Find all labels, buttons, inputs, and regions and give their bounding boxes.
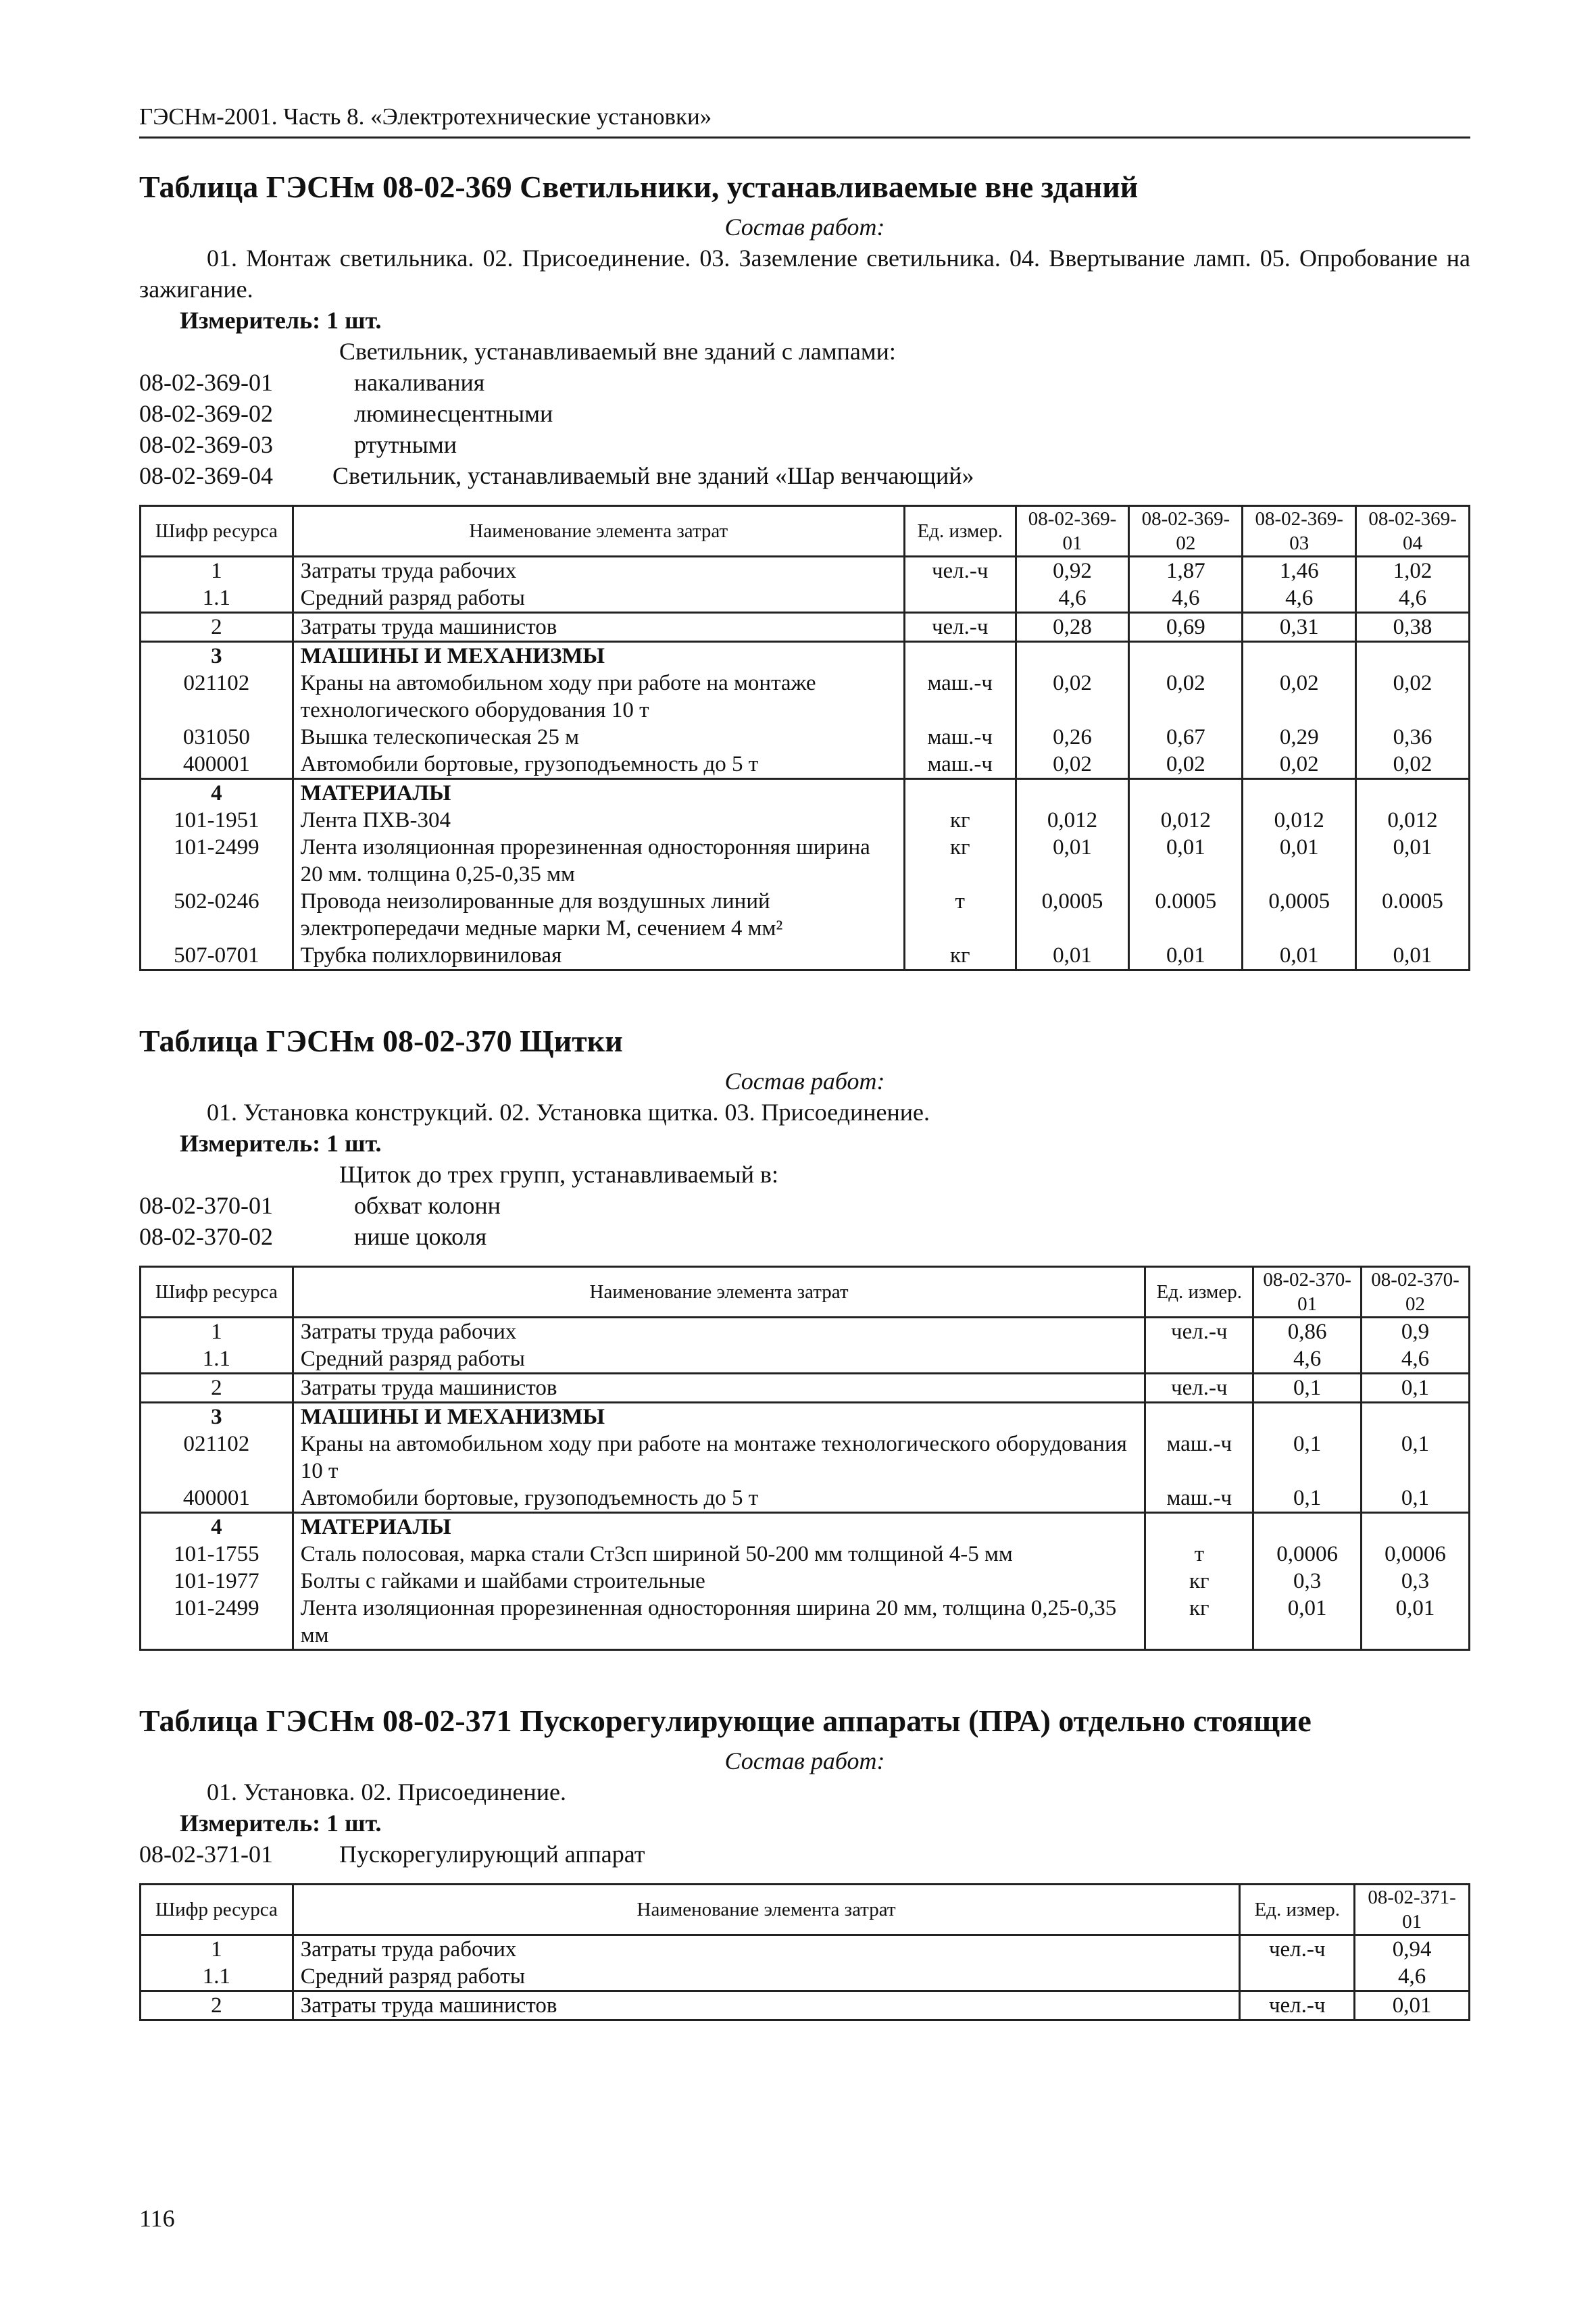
cell-value: 1,46 bbox=[1243, 557, 1356, 585]
cell-value bbox=[1016, 779, 1129, 807]
cell-unit: чел.-ч bbox=[904, 613, 1016, 642]
cell-unit: кг bbox=[1145, 1595, 1253, 1650]
cell-shifr: 101-2499 bbox=[141, 1595, 293, 1650]
cell-name: Средний разряд работы bbox=[293, 584, 904, 613]
table-row bbox=[141, 1935, 1470, 1964]
table-371-title: Таблица ГЭСНм 08-02-371 Пускорегулирующие аппараты (ПРА) отдельно стоящие bbox=[139, 1703, 1312, 1738]
cell-section: МАТЕРИАЛЫ bbox=[293, 1513, 1145, 1541]
cell-unit: кг bbox=[904, 942, 1016, 970]
cell-unit: кг bbox=[904, 834, 1016, 888]
table-row bbox=[141, 1485, 1470, 1513]
cell-name: Затраты труда машинистов bbox=[293, 1374, 1145, 1403]
header-col: 08-02-369-04 bbox=[1356, 506, 1470, 557]
cell-value: 0,02 bbox=[1016, 751, 1129, 779]
table-row bbox=[141, 888, 1470, 942]
cell-shifr: 3 bbox=[141, 1403, 293, 1431]
cell-unit bbox=[1240, 1963, 1355, 1991]
header-col: 08-02-371-01 bbox=[1355, 1885, 1470, 1935]
cell-shifr: 101-2499 bbox=[141, 834, 293, 888]
cell-value: 0,1 bbox=[1362, 1430, 1470, 1485]
table-row bbox=[141, 670, 1470, 724]
cell-value: 0,69 bbox=[1129, 613, 1243, 642]
header-col: 08-02-370-02 bbox=[1362, 1267, 1470, 1318]
header-unit: Ед. измер. bbox=[1145, 1267, 1253, 1318]
table-row bbox=[141, 724, 1470, 751]
code: 08-02-371-01 bbox=[139, 1841, 273, 1868]
table-371 bbox=[139, 1883, 1470, 2021]
section-371 bbox=[139, 1702, 1470, 2021]
cell-unit: чел.-ч bbox=[1145, 1318, 1253, 1346]
table-row bbox=[141, 751, 1470, 779]
cell-value: 0,02 bbox=[1356, 751, 1470, 779]
cell-value: 0,9 bbox=[1362, 1318, 1470, 1346]
cell-shifr: 1 bbox=[141, 557, 293, 585]
table-row bbox=[141, 779, 1470, 807]
table-row bbox=[141, 557, 1470, 585]
table-row bbox=[141, 1595, 1470, 1650]
cell-unit bbox=[904, 642, 1016, 670]
cell-shifr: 101-1977 bbox=[141, 1568, 293, 1595]
table-row bbox=[141, 1374, 1470, 1403]
table-369 bbox=[139, 505, 1470, 971]
cell-value: 0.0005 bbox=[1356, 888, 1470, 942]
cell-unit: чел.-ч bbox=[904, 557, 1016, 585]
header-name: Наименование элемента затрат bbox=[293, 1885, 1240, 1935]
cell-shifr: 021102 bbox=[141, 670, 293, 724]
cell-unit: кг bbox=[1145, 1568, 1253, 1595]
cell-value: 0,02 bbox=[1129, 751, 1243, 779]
cell-unit: маш.-ч bbox=[904, 751, 1016, 779]
cell-name: Лента изоляционная прорезиненная односторонняя ширина 20 мм, толщина 0,25-0,35 мм bbox=[293, 1595, 1145, 1650]
code: 08-02-369-03 bbox=[139, 431, 273, 458]
cell-value: 0,02 bbox=[1129, 670, 1243, 724]
cell-unit: чел.-ч bbox=[1240, 1991, 1355, 2020]
cell-name: Провода неизолированные для воздушных линий электропередачи медные марки М, сечением 4 мм² bbox=[293, 888, 904, 942]
cell-value: 0,01 bbox=[1356, 834, 1470, 888]
cell-name: Сталь полосовая, марка стали Ст3сп шириной 50-200 мм толщиной 4-5 мм bbox=[293, 1541, 1145, 1568]
cell-shifr: 101-1951 bbox=[141, 807, 293, 834]
cell-value bbox=[1356, 779, 1470, 807]
table-370-title: Таблица ГЭСНм 08-02-370 Щитки bbox=[139, 1024, 623, 1058]
cell-unit: маш.-ч bbox=[1145, 1485, 1253, 1513]
cell-value: 0,3 bbox=[1253, 1568, 1362, 1595]
cell-unit bbox=[1145, 1513, 1253, 1541]
cell-value: 0,1 bbox=[1253, 1485, 1362, 1513]
cell-name: Краны на автомобильном ходу при работе на монтаже технологического оборудования 10 т bbox=[293, 1430, 1145, 1485]
section-370 bbox=[139, 1022, 1470, 1651]
code: 08-02-369-01 bbox=[139, 369, 273, 396]
code: 08-02-370-01 bbox=[139, 1192, 273, 1219]
cell-value: 0,01 bbox=[1362, 1595, 1470, 1650]
code-text: нише цоколя bbox=[354, 1223, 487, 1250]
cell-value: 4,6 bbox=[1362, 1345, 1470, 1374]
cell-name: Краны на автомобильном ходу при работе на монтаже технологического оборудования 10 т bbox=[293, 670, 904, 724]
table-row bbox=[141, 613, 1470, 642]
cell-value: 0,26 bbox=[1016, 724, 1129, 751]
cell-name: Лента изоляционная прорезиненная односторонняя ширина 20 мм. толщина 0,25-0,35 мм bbox=[293, 834, 904, 888]
cell-name: Затраты труда рабочих bbox=[293, 1935, 1240, 1964]
section-369 bbox=[139, 168, 1470, 971]
works-370: 01. Установка конструкций. 02. Установка щитка. 03. Присоединение. bbox=[207, 1099, 930, 1126]
code: 08-02-370-02 bbox=[139, 1223, 273, 1250]
cell-name: Затраты труда машинистов bbox=[293, 1991, 1240, 2020]
code-text: обхват колонн bbox=[354, 1192, 501, 1219]
codes-369 bbox=[139, 336, 1470, 491]
cell-shifr: 4 bbox=[141, 1513, 293, 1541]
table-row bbox=[141, 584, 1470, 613]
code-text: Пускорегулирующий аппарат bbox=[339, 1841, 645, 1868]
codes-head-370: Щиток до трех групп, устанавливаемый в: bbox=[339, 1161, 778, 1188]
cell-value: 0,01 bbox=[1243, 834, 1356, 888]
cell-unit bbox=[904, 779, 1016, 807]
cell-value: 0,01 bbox=[1129, 834, 1243, 888]
cell-shifr: 1.1 bbox=[141, 1345, 293, 1374]
cell-name: Автомобили бортовые, грузоподъемность до 5 т bbox=[293, 751, 904, 779]
cell-value: 0,0005 bbox=[1243, 888, 1356, 942]
cell-value: 0,1 bbox=[1253, 1374, 1362, 1403]
cell-value: 0,01 bbox=[1016, 942, 1129, 970]
cell-value: 0,012 bbox=[1129, 807, 1243, 834]
table-row bbox=[141, 1318, 1470, 1346]
cell-value: 0,02 bbox=[1243, 670, 1356, 724]
header-shifr: Шифр ресурса bbox=[141, 506, 293, 557]
sostav-label: Состав работ: bbox=[724, 1068, 885, 1095]
cell-shifr: 1.1 bbox=[141, 584, 293, 613]
cell-shifr: 2 bbox=[141, 1374, 293, 1403]
cell-value bbox=[1356, 642, 1470, 670]
cell-shifr: 4 bbox=[141, 779, 293, 807]
header-shifr: Шифр ресурса bbox=[141, 1885, 293, 1935]
cell-value bbox=[1243, 779, 1356, 807]
sostav-label: Состав работ: bbox=[724, 214, 885, 241]
codes-371 bbox=[139, 1839, 1470, 1870]
cell-unit: маш.-ч bbox=[1145, 1430, 1253, 1485]
cell-shifr: 1.1 bbox=[141, 1963, 293, 1991]
cell-shifr: 1 bbox=[141, 1318, 293, 1346]
cell-value: 0,1 bbox=[1362, 1374, 1470, 1403]
header-unit: Ед. измер. bbox=[1240, 1885, 1355, 1935]
cell-name: Лента ПХВ-304 bbox=[293, 807, 904, 834]
cell-value: 0,012 bbox=[1356, 807, 1470, 834]
running-header: ГЭСНм-2001. Часть 8. «Электротехнические установки» bbox=[139, 101, 1470, 139]
code: 08-02-369-02 bbox=[139, 400, 273, 427]
cell-value: 0,0006 bbox=[1253, 1541, 1362, 1568]
cell-name: Затраты труда машинистов bbox=[293, 613, 904, 642]
table-row bbox=[141, 1963, 1470, 1991]
cell-value: 0,67 bbox=[1129, 724, 1243, 751]
cell-unit: кг bbox=[904, 807, 1016, 834]
cell-section: МАТЕРИАЛЫ bbox=[293, 779, 904, 807]
cell-value: 0,01 bbox=[1253, 1595, 1362, 1650]
cell-value: 0,31 bbox=[1243, 613, 1356, 642]
cell-unit: маш.-ч bbox=[904, 724, 1016, 751]
cell-section: МАШИНЫ И МЕХАНИЗМЫ bbox=[293, 1403, 1145, 1431]
cell-shifr: 3 bbox=[141, 642, 293, 670]
cell-value bbox=[1253, 1403, 1362, 1431]
table-row bbox=[141, 1541, 1470, 1568]
cell-value: 0,1 bbox=[1362, 1485, 1470, 1513]
cell-name: Трубка полихлорвиниловая bbox=[293, 942, 904, 970]
header-col: 08-02-369-01 bbox=[1016, 506, 1129, 557]
cell-value: 0,02 bbox=[1016, 670, 1129, 724]
cell-value: 1,02 bbox=[1356, 557, 1470, 585]
cell-name: Болты с гайками и шайбами строительные bbox=[293, 1568, 1145, 1595]
cell-shifr: 507-0701 bbox=[141, 942, 293, 970]
izmeritel-370: Измеритель: 1 шт. bbox=[180, 1130, 382, 1157]
header-col: 08-02-370-01 bbox=[1253, 1267, 1362, 1318]
works-369: 01. Монтаж светильника. 02. Присоединение. 03. Заземление светильника. 04. Ввертывание ламп. 05. Опробование на зажигание. bbox=[139, 245, 1470, 303]
page-number: 116 bbox=[139, 2205, 175, 2232]
table-row bbox=[141, 1345, 1470, 1374]
cell-value: 4,6 bbox=[1355, 1963, 1470, 1991]
cell-value: 0,02 bbox=[1243, 751, 1356, 779]
table-row bbox=[141, 1430, 1470, 1485]
cell-value: 0,3 bbox=[1362, 1568, 1470, 1595]
cell-value: 0,012 bbox=[1243, 807, 1356, 834]
cell-value: 0,0005 bbox=[1016, 888, 1129, 942]
cell-shifr: 031050 bbox=[141, 724, 293, 751]
cell-value: 4,6 bbox=[1356, 584, 1470, 613]
cell-unit bbox=[1145, 1403, 1253, 1431]
cell-value: 0,01 bbox=[1356, 942, 1470, 970]
cell-unit: чел.-ч bbox=[1240, 1935, 1355, 1964]
cell-name: Средний разряд работы bbox=[293, 1963, 1240, 1991]
table-row bbox=[141, 1403, 1470, 1431]
codes-370 bbox=[139, 1159, 1470, 1252]
cell-unit: т bbox=[1145, 1541, 1253, 1568]
table-row bbox=[141, 834, 1470, 888]
code-text: накаливания bbox=[354, 369, 485, 396]
cell-shifr: 2 bbox=[141, 613, 293, 642]
header-name: Наименование элемента затрат bbox=[293, 1267, 1145, 1318]
cell-name: Средний разряд работы bbox=[293, 1345, 1145, 1374]
cell-value bbox=[1253, 1513, 1362, 1541]
table-row bbox=[141, 1991, 1470, 2020]
cell-value: 4,6 bbox=[1253, 1345, 1362, 1374]
cell-section: МАШИНЫ И МЕХАНИЗМЫ bbox=[293, 642, 904, 670]
header-col: 08-02-369-03 bbox=[1243, 506, 1356, 557]
cell-value bbox=[1243, 642, 1356, 670]
cell-value: 0,94 bbox=[1355, 1935, 1470, 1964]
cell-value: 0,01 bbox=[1016, 834, 1129, 888]
cell-value: 0,01 bbox=[1243, 942, 1356, 970]
cell-shifr: 021102 bbox=[141, 1430, 293, 1485]
cell-shifr: 502-0246 bbox=[141, 888, 293, 942]
cell-value: 0,012 bbox=[1016, 807, 1129, 834]
cell-unit: т bbox=[904, 888, 1016, 942]
cell-value: 0,36 bbox=[1356, 724, 1470, 751]
cell-value: 0,86 bbox=[1253, 1318, 1362, 1346]
cell-shifr: 101-1755 bbox=[141, 1541, 293, 1568]
code-text: Светильник, устанавливаемый вне зданий «Шар венчающий» bbox=[332, 462, 974, 489]
header-col: 08-02-369-02 bbox=[1129, 506, 1243, 557]
cell-value bbox=[1362, 1513, 1470, 1541]
cell-unit bbox=[1145, 1345, 1253, 1374]
cell-shifr: 1 bbox=[141, 1935, 293, 1964]
cell-unit bbox=[904, 584, 1016, 613]
cell-value: 0,29 bbox=[1243, 724, 1356, 751]
header-name: Наименование элемента затрат bbox=[293, 506, 904, 557]
table-370 bbox=[139, 1266, 1470, 1651]
table-369-title: Таблица ГЭСНм 08-02-369 Светильники, устанавливаемые вне зданий bbox=[139, 170, 1139, 204]
cell-value bbox=[1129, 642, 1243, 670]
cell-value: 4,6 bbox=[1129, 584, 1243, 613]
cell-shifr: 2 bbox=[141, 1991, 293, 2020]
code-text: ртутными bbox=[354, 431, 457, 458]
table-row bbox=[141, 642, 1470, 670]
sostav-label: Состав работ: bbox=[724, 1747, 885, 1774]
code: 08-02-369-04 bbox=[139, 462, 273, 489]
izmeritel-369: Измеритель: 1 шт. bbox=[180, 307, 382, 334]
cell-shifr: 400001 bbox=[141, 1485, 293, 1513]
cell-value: 0,28 bbox=[1016, 613, 1129, 642]
cell-value bbox=[1129, 779, 1243, 807]
cell-name: Затраты труда рабочих bbox=[293, 557, 904, 585]
cell-value bbox=[1016, 642, 1129, 670]
cell-value: 0,0006 bbox=[1362, 1541, 1470, 1568]
table-row bbox=[141, 807, 1470, 834]
cell-name: Затраты труда рабочих bbox=[293, 1318, 1145, 1346]
cell-value: 0,1 bbox=[1253, 1430, 1362, 1485]
table-row bbox=[141, 1513, 1470, 1541]
cell-shifr: 400001 bbox=[141, 751, 293, 779]
cell-value: 4,6 bbox=[1016, 584, 1129, 613]
code-text: люминесцентными bbox=[354, 400, 553, 427]
cell-unit: чел.-ч bbox=[1145, 1374, 1253, 1403]
cell-value: 4,6 bbox=[1243, 584, 1356, 613]
izmeritel-371: Измеритель: 1 шт. bbox=[180, 1810, 382, 1837]
cell-value: 1,87 bbox=[1129, 557, 1243, 585]
cell-value: 0,92 bbox=[1016, 557, 1129, 585]
cell-value: 0.0005 bbox=[1129, 888, 1243, 942]
cell-value: 0,02 bbox=[1356, 670, 1470, 724]
cell-value: 0,01 bbox=[1129, 942, 1243, 970]
cell-name: Автомобили бортовые, грузоподъемность до 5 т bbox=[293, 1485, 1145, 1513]
cell-unit: маш.-ч bbox=[904, 670, 1016, 724]
header-shifr: Шифр ресурса bbox=[141, 1267, 293, 1318]
header-unit: Ед. измер. bbox=[904, 506, 1016, 557]
cell-value: 0,38 bbox=[1356, 613, 1470, 642]
cell-value bbox=[1362, 1403, 1470, 1431]
table-row bbox=[141, 942, 1470, 970]
page bbox=[139, 101, 1470, 2021]
cell-value: 0,01 bbox=[1355, 1991, 1470, 2020]
codes-head-369: Светильник, устанавливаемый вне зданий с лампами: bbox=[339, 338, 896, 365]
works-371: 01. Установка. 02. Присоединение. bbox=[207, 1778, 567, 1806]
table-row bbox=[141, 1568, 1470, 1595]
cell-name: Вышка телескопическая 25 м bbox=[293, 724, 904, 751]
